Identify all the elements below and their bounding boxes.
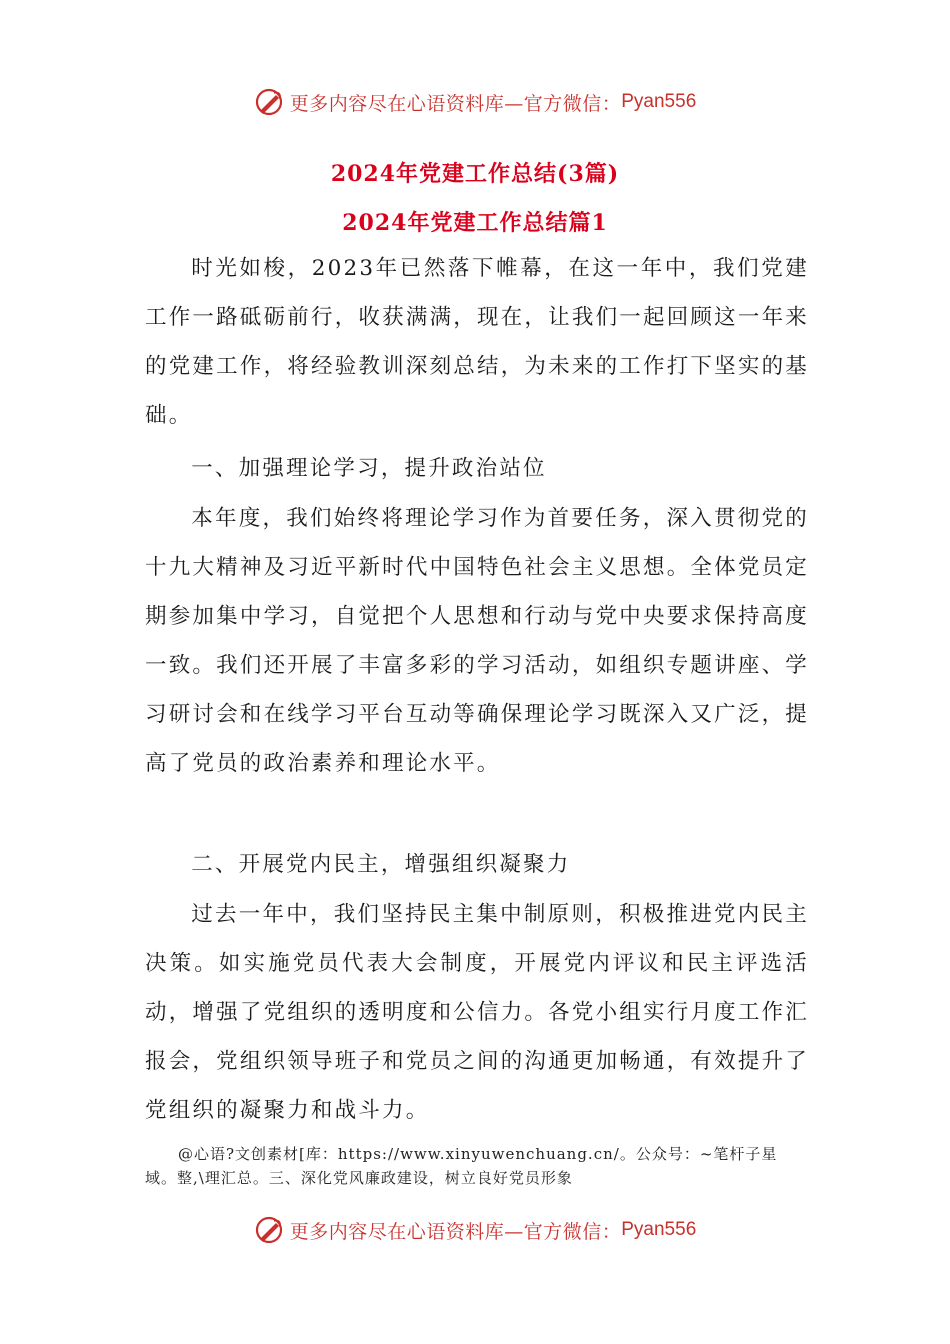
document-title: 2024年党建工作总结(3篇): [330, 161, 620, 187]
header-banner: [0, 82, 950, 122]
banner-text: 更多内容尽在心语资料库—官方微信：: [289, 92, 622, 115]
footer-banner: [0, 1210, 950, 1250]
footer-note: @心语?文创素材[库：https://www.xinyuwenchuang.cn/。公众号：~笔杆子星域。整,\理汇总。三、深化党风廉政建设，树立良好党员形象: [145, 1145, 778, 1187]
intro-paragraph: 时光如梭，2023年已然落下帷幕，在这一年中，我们党建工作一路砥砺前行，收获满满，现在，让我们一起回顾这一年来的党建工作，将经验教训深刻总结，为未来的工作打下坚实的基础。: [145, 256, 809, 428]
banner-wechat-id: Pyan556: [621, 1219, 697, 1240]
document-subtitle: 2024年党建工作总结篇1: [342, 210, 608, 236]
section2-paragraph: 过去一年中，我们坚持民主集中制原则，积极推进党内民主决策。如实施党员代表大会制度，开展党内评议和民主评选活动，增强了党组织的透明度和公信力。各党小组实行月度工作汇报会，党组织领导班子和党员之间的沟通更加畅通，有效提升了党组织的凝聚力和战斗力。: [145, 902, 809, 1123]
pen-logo-icon: [254, 1215, 284, 1245]
section1-heading: 一、加强理论学习，提升政治站位: [191, 456, 547, 481]
section2-heading: 二、开展党内民主，增强组织凝聚力: [191, 852, 571, 877]
banner-wechat-id: Pyan556: [621, 91, 697, 112]
banner-text: 更多内容尽在心语资料库—官方微信：: [289, 1220, 622, 1243]
pen-logo-icon: [254, 87, 284, 117]
section1-paragraph: 本年度，我们始终将理论学习作为首要任务，深入贯彻党的十九大精神及习近平新时代中国特色社会主义思想。全体党员定期参加集中学习，自觉把个人思想和行动与党中央要求保持高度一致。我们还开展了丰富多彩的学习活动，如组织专题讲座、学习研讨会和在线学习平台互动等确保理论学习既深入又广泛，提高了党员的政治素养和理论水平。: [145, 506, 809, 776]
